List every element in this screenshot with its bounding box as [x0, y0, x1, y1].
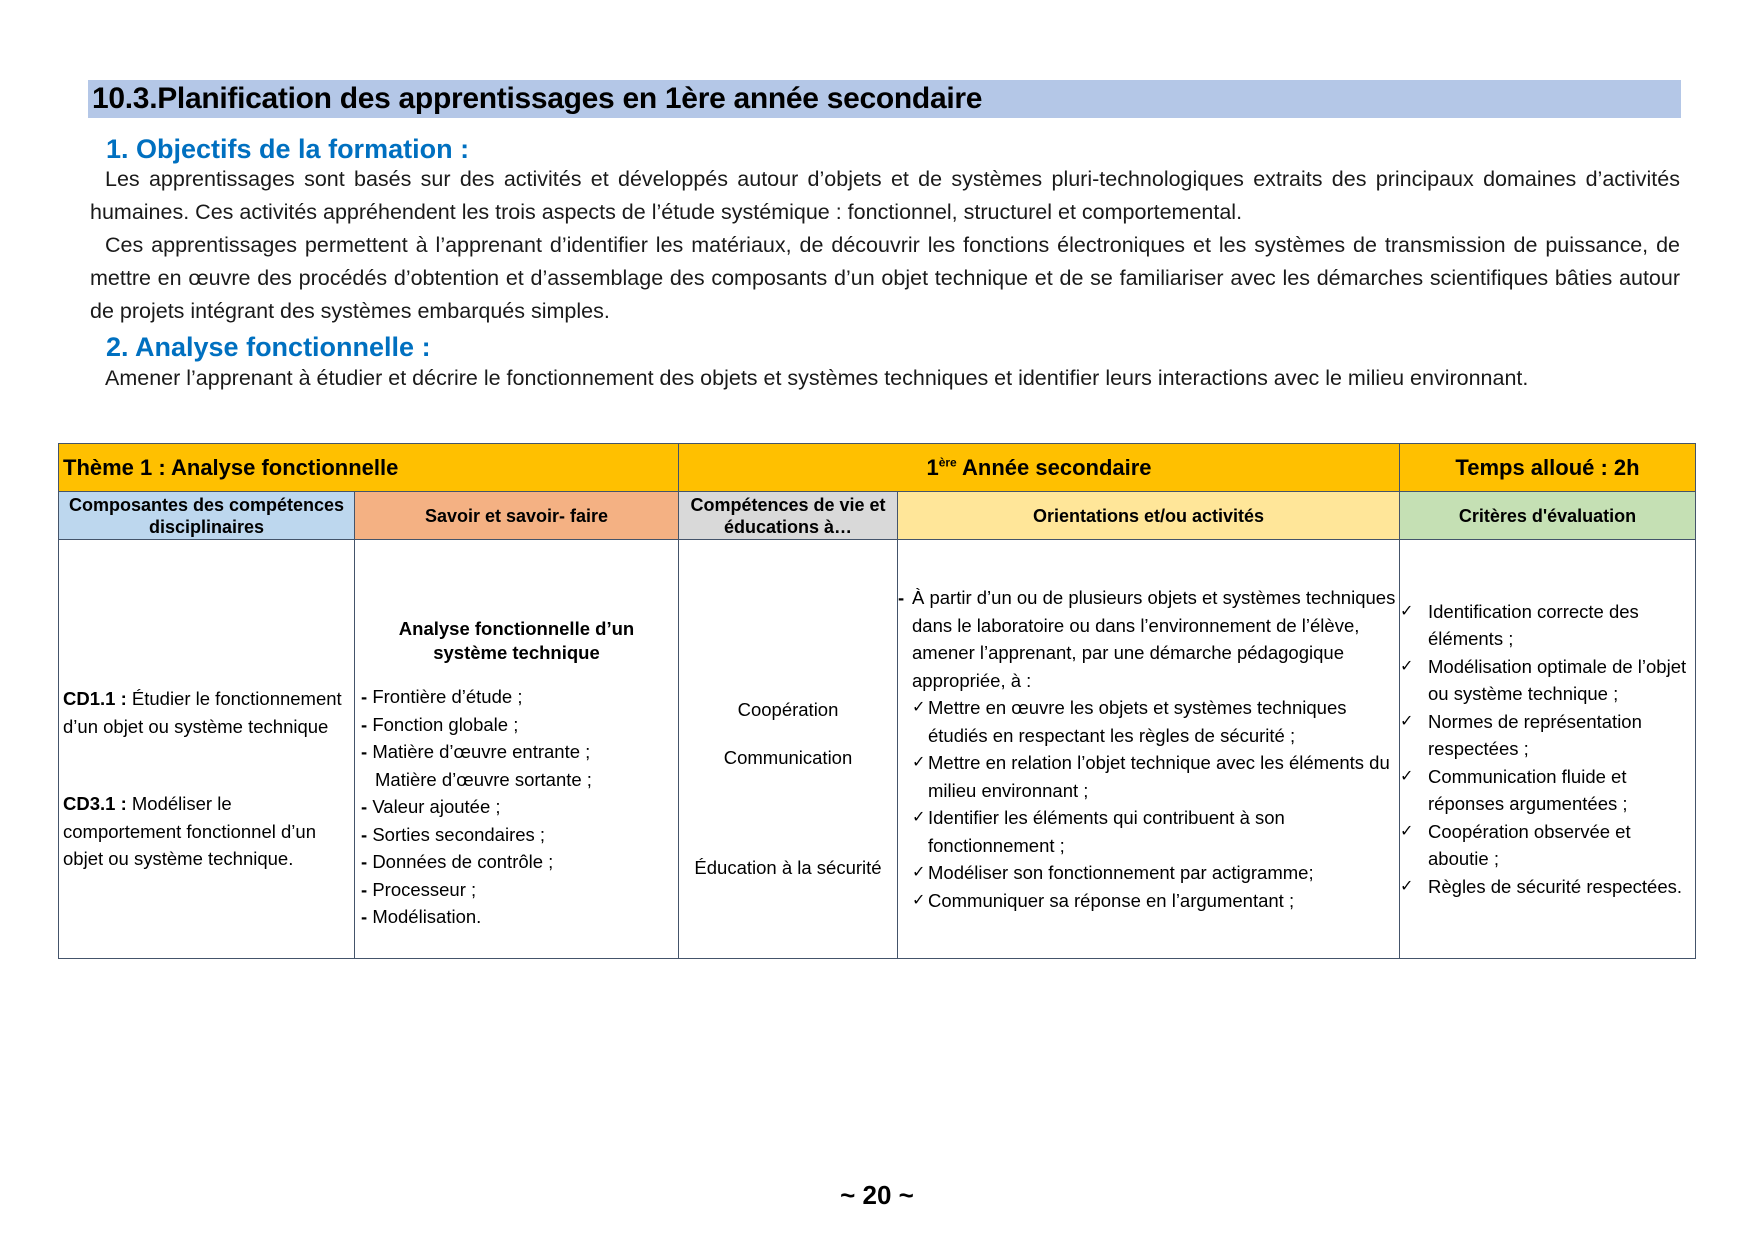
list-item: [361, 876, 678, 904]
list-item: [1400, 873, 1695, 901]
list-item: [912, 859, 1399, 887]
check-icon: ✓: [1400, 767, 1414, 785]
list-item-text: Valeur ajoutée ;: [372, 796, 501, 818]
section-title-bar: [88, 80, 1681, 118]
cell-savoir: [355, 540, 679, 959]
dash-bullet-icon: -: [361, 686, 368, 708]
list-item: [361, 821, 678, 849]
paragraph-text: Les apprentissages sont basés sur des activités et développés autour d’objets et de systèmes pluri-technologiques extraits des principaux domaines d’activités humaines. Ces activités appréhendent les trois aspects de l’étude systémique : fonctionnel, structurel et comportemental.: [90, 167, 1680, 224]
planning-table: [58, 443, 1696, 959]
criteres-list: [1400, 598, 1695, 901]
header-competences-vie: Compétences de vie et éducations à…: [679, 492, 898, 540]
check-icon: ✓: [1400, 822, 1414, 840]
list-item-text: Mettre en relation l’objet technique avec les éléments du milieu environnant ;: [928, 752, 1390, 801]
paragraph-objectifs-1: [90, 163, 1680, 229]
dash-bullet-icon: -: [898, 587, 905, 608]
list-item: [912, 749, 1399, 804]
list-item-text: Communiquer sa réponse en l’argumentant ;: [928, 889, 1295, 911]
check-icon: ✓: [1400, 657, 1414, 675]
list-item: [361, 903, 678, 931]
year-superscript: ère: [938, 455, 957, 470]
list-item-text: Mettre en œuvre les objets et systèmes techniques étudiés en respectant les règles de sécurité ;: [928, 697, 1347, 746]
check-icon: ✓: [1400, 712, 1414, 730]
dash-bullet-icon: -: [361, 906, 368, 928]
list-item: [1400, 598, 1695, 653]
header-criteres: Critères d'évaluation: [1400, 492, 1696, 540]
list-item: [1400, 818, 1695, 873]
cell-orientations: [898, 540, 1400, 959]
competence-text: Étudier le fonctionnement d’un objet ou système technique: [63, 688, 342, 737]
list-item: [1400, 708, 1695, 763]
list-item: [912, 694, 1399, 749]
cell-criteres: [1400, 540, 1696, 959]
list-item: [912, 804, 1399, 859]
theme-label: Thème 1 : Analyse fonctionnelle: [63, 454, 399, 480]
competence-vie-item: Coopération: [737, 699, 839, 721]
header-row: [59, 492, 1696, 540]
content-row: [59, 540, 1696, 959]
competence-text: Modéliser le comportement fonctionnel d’un objet ou système technique.: [63, 793, 316, 870]
check-icon: ✓: [912, 809, 926, 826]
check-icon: ✓: [912, 891, 926, 909]
theme-cell: [59, 444, 679, 492]
year-suffix: Année secondaire: [956, 454, 1152, 480]
section-heading-analyse: 2. Analyse fonctionnelle :: [106, 332, 431, 362]
list-item: [912, 887, 1399, 915]
list-item: [361, 711, 678, 739]
dash-bullet-icon: -: [361, 823, 368, 845]
time-cell: [1400, 444, 1696, 492]
year-prefix: 1: [926, 454, 939, 480]
theme-row: [59, 444, 1696, 492]
list-item-text: Coopération observée et aboutie ;: [1428, 820, 1631, 870]
dash-bullet-icon: -: [361, 796, 368, 818]
paragraph-text: Ces apprentissages permettent à l’apprenant d’identifier les matériaux, de découvrir les fonctions électroniques et les systèmes de transmission de puissance, de mettre en œuvre des procédés d’obtention et d’assemblage des composants d’un objet technique et de se familiariser avec les démarches scientifiques bâties autour de projets intégrant des systèmes embarqués simples.: [90, 233, 1680, 323]
list-item-continuation: Matière d’œuvre sortante ;: [375, 768, 592, 790]
section-heading-objectifs: 1. Objectifs de la formation :: [106, 134, 470, 164]
cell-composantes: [59, 540, 355, 959]
header-orientations: Orientations et/ou activités: [898, 492, 1400, 540]
time-label: Temps alloué : 2h: [1455, 454, 1640, 480]
dash-bullet-icon: -: [361, 878, 368, 900]
check-icon: ✓: [1400, 602, 1414, 620]
check-icon: ✓: [912, 754, 926, 771]
orientation-list: [898, 694, 1399, 914]
list-item-text: Modélisation.: [372, 906, 482, 928]
page-title: 10.3.Planification des apprentissages en 1ère année secondaire: [92, 82, 983, 115]
list-item: [361, 793, 678, 821]
dash-bullet-icon: -: [361, 741, 368, 763]
competence-code: CD1.1 :: [63, 688, 127, 710]
list-item-text: Identification correcte des éléments ;: [1428, 600, 1639, 650]
check-icon: ✓: [1400, 877, 1414, 895]
list-item: [361, 848, 678, 876]
paragraph-text: Amener l’apprenant à étudier et décrire le fonctionnement des objets et systèmes techniques et identifier leurs interactions avec le milieu environnant.: [105, 366, 1529, 390]
list-item-text: Fonction globale ;: [372, 713, 519, 735]
competence-code: CD3.1 :: [63, 793, 127, 815]
savoir-list: [355, 683, 678, 931]
list-item-text: Normes de représentation respectées ;: [1428, 710, 1642, 760]
list-item: [361, 738, 678, 766]
list-item: [1400, 763, 1695, 818]
list-item-text: Données de contrôle ;: [372, 851, 554, 873]
dash-bullet-icon: -: [361, 713, 368, 735]
page-number: ~ 20 ~: [840, 1180, 914, 1210]
check-icon: ✓: [912, 699, 926, 716]
list-item-text: Matière d’œuvre entrante ;: [372, 741, 591, 763]
list-item-text: Identifier les éléments qui contribuent à son fonctionnement ;: [928, 807, 1285, 856]
dash-bullet-icon: -: [361, 851, 368, 873]
list-item-text: Modéliser son fonctionnement par actigramme;: [928, 862, 1314, 883]
paragraph-analyse: [90, 362, 1680, 395]
orientation-intro: [898, 584, 1399, 694]
list-item: [1400, 653, 1695, 708]
list-item-text: Frontière d’étude ;: [372, 686, 523, 708]
list-item-text: Communication fluide et réponses argumentées ;: [1428, 765, 1628, 815]
savoir-title: Analyse fonctionnelle d’un système technique: [398, 618, 635, 664]
list-item-text: Modélisation optimale de l’objet ou système technique ;: [1428, 655, 1687, 705]
year-cell: [679, 444, 1400, 492]
competence-vie-item: Éducation à la sécurité: [694, 857, 882, 879]
list-item-text: Règles de sécurité respectées.: [1428, 875, 1682, 897]
competence-vie-item: Communication: [723, 746, 853, 768]
check-icon: ✓: [912, 864, 926, 881]
orientation-intro-text: À partir d’un ou de plusieurs objets et systèmes techniques dans le laboratoire ou dans l’environnement de l’élève, amener l’apprenant, par une démarche pédagogique appropriée, à :: [912, 587, 1396, 691]
list-item: [361, 683, 678, 711]
header-savoir: Savoir et savoir- faire: [355, 492, 679, 540]
competence-cd3-1: [63, 790, 350, 873]
list-item-text: Processeur ;: [372, 878, 477, 900]
list-item-text: Sorties secondaires ;: [372, 823, 546, 845]
header-composantes: Composantes des compétences disciplinaires: [59, 492, 355, 540]
paragraph-objectifs-2: [90, 229, 1680, 328]
competence-cd1-1: [63, 685, 350, 740]
cell-competences-vie: [679, 540, 898, 959]
